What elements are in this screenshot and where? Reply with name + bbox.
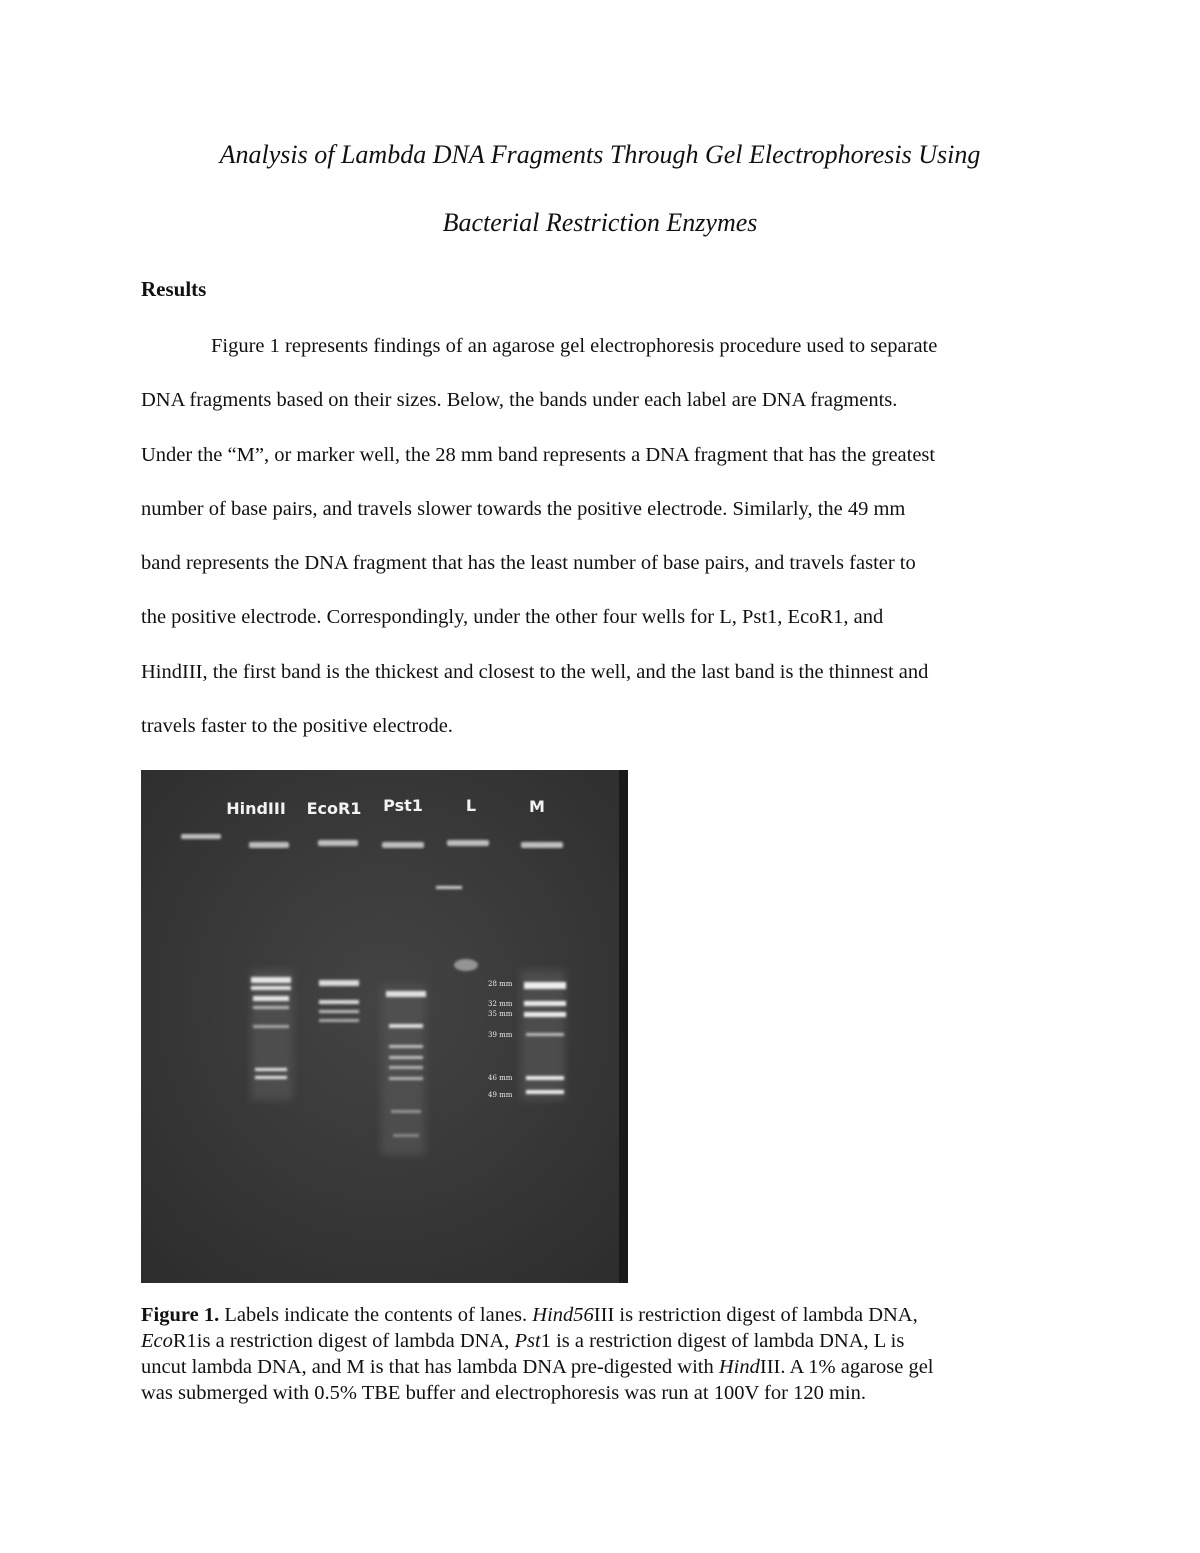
well (181, 834, 221, 839)
well (447, 840, 489, 846)
paragraph-line: the positive electrode. Correspondingly, under the other four wells for L, Pst1, EcoR1, and (141, 606, 884, 629)
lane-label-ecor1: EcoR1 (306, 799, 362, 818)
marker-label-28mm: 28 mm (488, 980, 513, 988)
caption-text: Labels indicate the contents of lanes. (219, 1304, 533, 1326)
caption-text: R1is a restriction digest of lambda DNA, (172, 1330, 515, 1352)
band-hindiii (255, 1076, 287, 1079)
paragraph-line: Figure 1 represents findings of an agarose gel electrophoresis procedure used to separate (211, 335, 938, 357)
caption-line (141, 1354, 1071, 1380)
lane-label-pst1: Pst1 (383, 796, 423, 815)
caption-text: III. A 1% agarose gel (759, 1356, 934, 1378)
band-pst1 (389, 1024, 423, 1028)
caption-text: uncut lambda DNA, and M is that has lambda DNA pre-digested with (141, 1356, 719, 1378)
results-heading: Results (141, 277, 207, 301)
band-m (526, 1076, 564, 1080)
lane-label-m: M (529, 797, 545, 816)
band-pst1 (389, 1077, 423, 1080)
band-ecor1 (319, 1000, 359, 1004)
caption-italic: Hind56 (532, 1304, 594, 1326)
paragraph-line: travels faster to the positive electrode. (141, 715, 453, 738)
band-hindiii (253, 996, 289, 1001)
band-ecor1 (319, 980, 359, 986)
paragraph-line: Under the “M”, or marker well, the 28 mm band represents a DNA fragment that has the greatest (141, 443, 936, 466)
band-ecor1 (319, 1010, 359, 1013)
marker-label-35mm: 35 mm (488, 1010, 513, 1018)
paragraph-line: HindIII, the first band is the thickest and closest to the well, and the last band is the thinnest and (141, 660, 929, 683)
caption-line: was submerged with 0.5% TBE buffer and electrophoresis was run at 100V for 120 min. (141, 1382, 866, 1404)
lane-label-l: L (465, 796, 477, 815)
band-m (524, 1012, 566, 1017)
band-m (526, 1090, 564, 1094)
caption-text: III is restriction digest of lambda DNA, (593, 1304, 918, 1326)
lane-label-hindiii: HindIII (226, 799, 286, 818)
paragraph-line: band represents the DNA fragment that has the least number of base pairs, and travels faster to (141, 552, 916, 575)
well (521, 842, 563, 848)
band-pst1 (389, 1056, 423, 1059)
well (249, 842, 289, 848)
paragraph-line: number of base pairs, and travels slower towards the positive electrode. Similarly, the 49 mm (141, 497, 906, 520)
band-pst1 (389, 1066, 423, 1069)
band-l (436, 886, 462, 889)
band-hindiii (251, 977, 291, 983)
band-hindiii (255, 1068, 287, 1071)
band-m (524, 982, 566, 989)
band-pst1 (389, 1045, 423, 1048)
caption-italic: Eco (141, 1330, 173, 1352)
caption-line (141, 1302, 1071, 1328)
band-l-smear (454, 959, 478, 971)
well (318, 840, 358, 846)
marker-label-32mm: 32 mm (488, 1000, 513, 1008)
document-title-line-2: Bacterial Restriction Enzymes (442, 208, 758, 237)
gel-edge (619, 770, 628, 1283)
figure-caption (141, 1302, 1071, 1406)
band-hindiii (253, 1025, 289, 1028)
caption-italic: Pst (514, 1330, 541, 1352)
band-m (524, 1001, 566, 1006)
marker-label-39mm: 39 mm (488, 1031, 513, 1039)
caption-line (141, 1328, 1071, 1354)
caption-label: Figure 1. (141, 1304, 220, 1326)
band-pst1 (393, 1134, 419, 1137)
caption-italic: Hind (718, 1356, 760, 1378)
gel-electrophoresis-image (141, 770, 628, 1283)
marker-label-46mm: 46 mm (488, 1074, 513, 1082)
marker-label-49mm: 49 mm (488, 1091, 513, 1099)
well (382, 842, 424, 848)
band-hindiii (251, 986, 291, 990)
band-pst1 (386, 991, 426, 997)
band-ecor1 (319, 1019, 359, 1022)
caption-text: 1 is a restriction digest of lambda DNA, L is (540, 1330, 905, 1352)
band-hindiii (253, 1006, 289, 1009)
band-m (526, 1033, 564, 1036)
results-paragraph (141, 327, 1061, 761)
lane-smear (381, 985, 425, 1155)
band-pst1 (391, 1110, 421, 1113)
document-title-line-1: Analysis of Lambda DNA Fragments Through Gel Electrophoresis Using (219, 140, 981, 169)
paragraph-line: DNA fragments based on their sizes. Below, the bands under each label are DNA fragments. (141, 389, 898, 412)
